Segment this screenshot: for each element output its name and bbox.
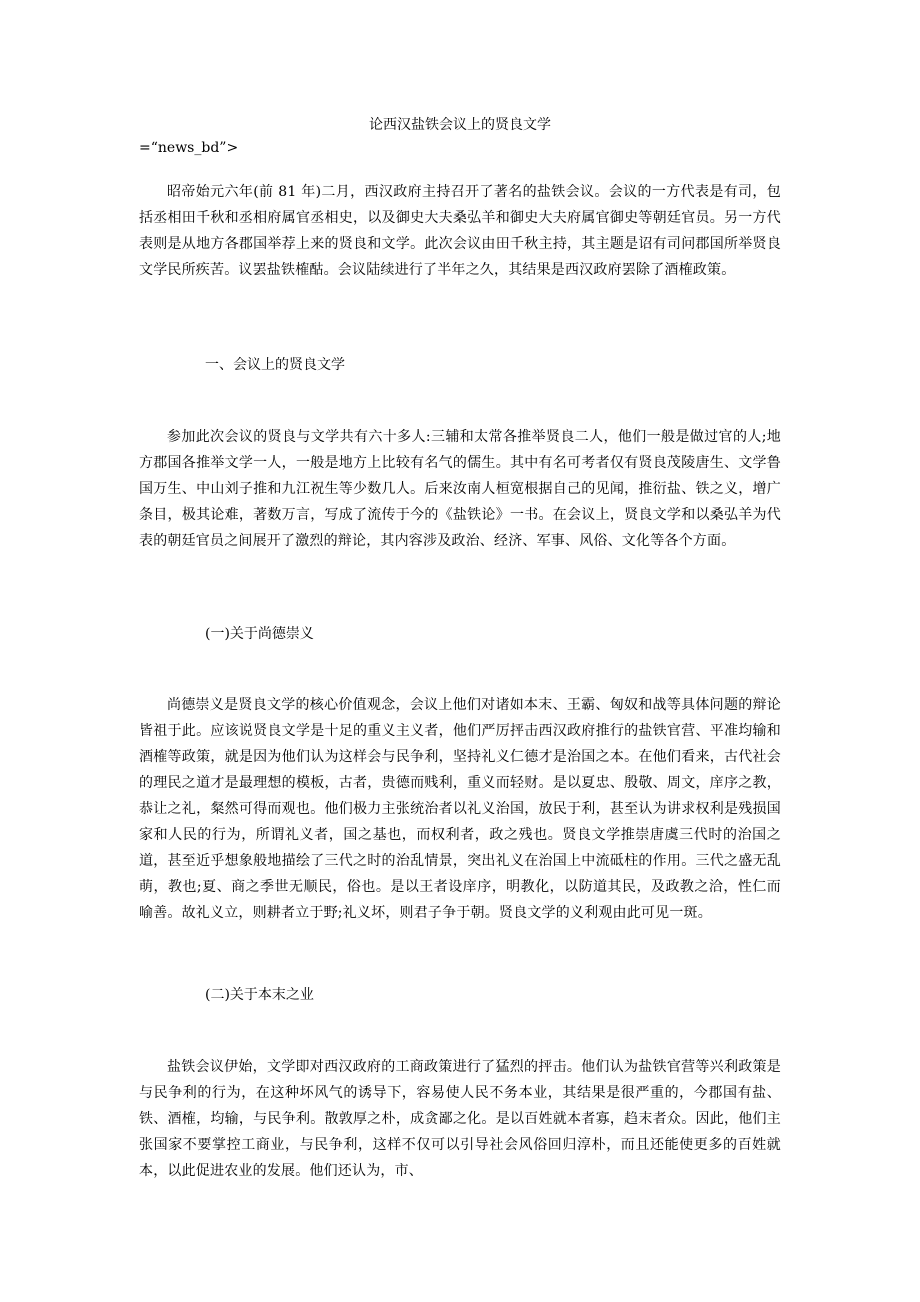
paragraph-participants: 参加此次会议的贤良与文学共有六十多人:三辅和太常各推举贤良二人，他们一般是做过官的人;地方郡国各推举文学一人，一般是地方上比较有名气的儒生。其中有名可考者仅有贤良茂陵唐生、文学鲁国万生、中山刘子推和九江祝生等少数几人。后来汝南人桓宽根据自己的见闻，推衍盐、铁之义，增广条目，极其论难，著数万言，写成了流传于今的《盐铁论》一书。在会议上，贤良文学和以桑弘羊为代表的朝廷官员之间展开了激烈的辩论，其内容涉及政治、经济、军事、风俗、文化等各个方面。 (139, 429, 781, 549)
paragraph-root-branch: 盐铁会议伊始，文学即对西汉政府的工商政策进行了猛烈的抨击。他们认为盐铁官营等兴利政策是与民争利的行为，在这种坏风气的诱导下，容易使人民不务本业，其结果是很严重的，今郡国有盐、铁、酒榷，均输，与民争利。散敦厚之朴，成贪鄙之化。是以百姓就本者寡，趋末者众。因此，他们主张国家不要掌控工商业，与民争利，这样不仅可以引导社会风俗回归淳朴，而且还能使更多的百姓就本，以此促进农业的发展。他们还认为，市、 (139, 1059, 781, 1179)
stray-markup-text: =“news_bd”> (139, 140, 239, 156)
section-heading-2: (一)关于尚德崇义 (205, 626, 314, 642)
document-title: 论西汉盐铁会议上的贤良文学 (369, 117, 551, 133)
paragraph-intro: 昭帝始元六年(前 81 年)二月，西汉政府主持召开了著名的盐铁会议。会议的一方代表是有司，包括丞相田千秋和丞相府属官丞相史，以及御史大夫桑弘羊和御史大夫府属官御史等朝廷官员。另一方代表则是从地方各郡国举荐上来的贤良和文学。此次会议由田千秋主持，其主题是诏有司问郡国所举贤良文学民所疾苦。议罢盐铁榷酤。会议陆续进行了半年之久，其结果是西汉政府罢除了酒榷政策。 (139, 184, 781, 278)
section-heading-1: 一、会议上的贤良文学 (205, 357, 345, 373)
section-heading-3: (二)关于本末之业 (205, 987, 314, 1003)
paragraph-virtue-righteousness: 尚德崇义是贤良文学的核心价值观念，会议上他们对诸如本末、王霸、匈奴和战等具体问题的辩论皆祖于此。应该说贤良文学是十足的重义主义者，他们严厉抨击西汉政府推行的盐铁官营、平准均输和酒榷等政策，就是因为他们认为这样会与民争利，坚持礼义仁德才是治国之本。在他们看来，古代社会的理民之道才是最理想的模板，古者，贵德而贱利，重义而轻财。是以夏忠、殷敬、周文，庠序之教，恭让之礼，粲然可得而观也。他们极力主张统治者以礼义治国，放民于利，甚至认为讲求权利是残损国家和人民的行为，所谓礼义者，国之基也，而权利者，政之残也。贤良文学推崇唐虞三代时的治国之道，甚至近乎想象般地描绘了三代之时的治乱情景，突出礼义在治国上中流砥柱的作用。三代之盛无乱萌，教也;夏、商之季世无顺民，俗也。是以王者设庠序，明教化，以防道其民，及政教之洽，性仁而喻善。故礼义立，则耕者立于野;礼义坏，则君子争于朝。贤良文学的义利观由此可见一斑。 (139, 697, 781, 921)
